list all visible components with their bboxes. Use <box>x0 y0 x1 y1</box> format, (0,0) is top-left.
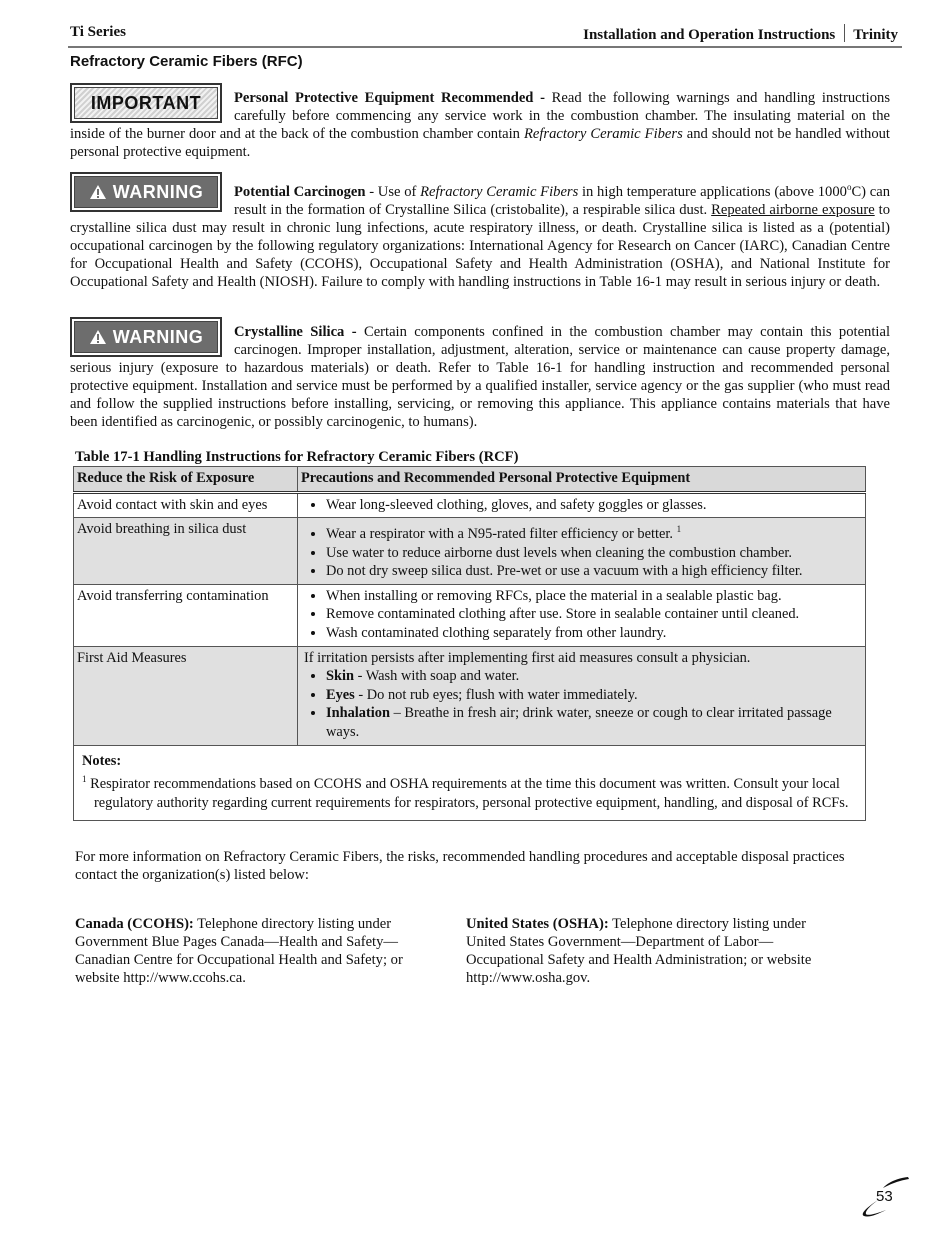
eyes-label: Eyes <box>326 686 355 703</box>
important-emphasis: Refractory Ceramic Fibers <box>523 126 683 142</box>
row-label-skin-eyes: Avoid contact with skin and eyes <box>74 492 298 518</box>
list-item: • Wear long-sleeved clothing, gloves, and safety goggles or glasses. <box>326 496 859 515</box>
notes-title: Notes: <box>82 752 122 769</box>
table-notes <box>74 745 866 821</box>
warning1-text-1: - Use of <box>365 183 421 200</box>
skin-label: Skin <box>326 668 355 685</box>
list-item: • Use water to reduce airborne dust levels when cleaning the combustion chamber. <box>326 544 859 563</box>
inhalation-label: Inhalation <box>326 705 390 722</box>
warning-triangle-icon <box>89 329 107 345</box>
warning-badge-2 <box>70 317 222 357</box>
canada-text: Telephone directory listing under Government Blue Pages Canada—Health and Safety—Canadian Centre for Occupational Health and Safety; or website http://www.ccohs.ca. <box>75 916 403 986</box>
warning-silica-paragraph <box>70 323 890 431</box>
first-aid-intro: If irritation persists after implementing first aid measures consult a physician. <box>304 649 751 666</box>
warning-badge-1-text: WARNING <box>112 182 204 202</box>
header-separator <box>844 24 845 42</box>
row-precautions-first-aid <box>298 646 866 745</box>
more-info-paragraph: For more information on Refractory Ceramic Fibers, the risks, recommended handling procedures and acceptable disposal practices contact the organization(s) listed below: <box>75 849 845 883</box>
footnote <box>82 770 857 812</box>
list-item <box>326 520 859 543</box>
eyes-text: - Do not rub eyes; flush with water immediately. <box>354 686 638 703</box>
usa-contact <box>466 915 836 987</box>
inhalation-text: – Breathe in fresh air; drink water, sneeze or cough to clear irritated passage ways. <box>326 705 832 740</box>
list-item: • Do not dry sweep silica dust. Pre-wet or use a vacuum with a high efficiency filter. <box>326 562 859 581</box>
list-item <box>326 686 859 705</box>
list-item: • Wash contaminated clothing separately from other laundry. <box>326 624 859 643</box>
row-label-contamination: Avoid transferring contamination <box>74 584 298 646</box>
usa-label: United States (OSHA): <box>466 916 609 932</box>
warning1-lead: Potential Carcinogen <box>234 183 366 200</box>
important-paragraph <box>70 89 890 161</box>
row-label-first-aid: First Aid Measures <box>74 646 298 745</box>
table-header-precautions: Precautions and Recommended Personal Protective Equipment <box>298 467 866 493</box>
warning-badge-2-label <box>74 321 218 353</box>
warning-badge-2-text: WARNING <box>112 327 204 347</box>
row-label-breathing: Avoid breathing in silica dust <box>74 518 298 585</box>
table-header-row <box>74 467 866 493</box>
header-brand: Trinity <box>853 27 898 43</box>
warning1-text-2: in high temperature applications (above 1000 <box>578 183 847 200</box>
footnote-marker: 1 <box>82 774 87 785</box>
footnote-ref: 1 <box>676 524 682 535</box>
important-text-2: and should not be handled without personal protective equipment. <box>70 126 890 160</box>
warning1-degree-sup: o <box>846 182 852 192</box>
row-precautions-breathing <box>298 518 866 585</box>
warning1-underlined: Repeated airborne exposure <box>711 201 875 218</box>
list-item <box>326 667 859 686</box>
table-row <box>74 646 866 745</box>
table-header-risk: Reduce the Risk of Exposure <box>74 467 298 493</box>
page-number: 53 <box>876 1188 893 1205</box>
warning1-text-4: to crystalline silica dust may result in chronic lung infections, acute respiratory illness, or death. Crystalline silica is listed as a (potential) occupational carcinogen by the following regulatory organizations: International Agency for Research on Cancer (IARC), Canadian Centre for Occupational Health and Safety (CCOHS), Occupational Safety and Health Administration (OSHA), and National Institute for Occupational Safety and Health (NIOSH). Failure to comply with handling instructions in Table 16-1 may result in serious injury or death. <box>70 201 891 290</box>
canada-label: Canada (CCOHS): <box>75 916 194 932</box>
important-badge <box>70 83 222 123</box>
section-title: Refractory Ceramic Fibers (RFC) <box>70 53 303 70</box>
respirator-text: Wear a respirator with a N95-rated filter efficiency or better. <box>326 525 673 542</box>
warning2-lead: Crystalline Silica - <box>234 324 357 340</box>
table-caption: Table 17-1 Handling Instructions for Refractory Ceramic Fibers (RCF) <box>75 449 519 465</box>
important-text-1: Read the following warnings and handling instructions carefully before commencing any service work in the combustion chamber. The insulating material on the inside of the burner door and at the back of the combustion chamber contain <box>70 90 890 142</box>
table-notes-row <box>74 745 866 821</box>
usa-text: Telephone directory listing under United States Government—Department of Labor—Occupational Safety and Health Administration; or website http://www.osha.gov. <box>466 916 812 986</box>
list-item: • Remove contaminated clothing after use. Store in sealable container until cleaned. <box>326 605 859 624</box>
warning1-emphasis: Refractory Ceramic Fibers <box>420 183 579 200</box>
warning-triangle-icon <box>89 184 107 200</box>
header-doc-title: Installation and Operation Instructions <box>583 27 836 43</box>
important-badge-label: IMPORTANT <box>74 87 218 119</box>
running-header-series: Ti Series <box>70 24 126 40</box>
header-rule <box>68 46 902 48</box>
warning-badge-1-label <box>74 176 218 208</box>
table-row <box>74 584 866 646</box>
row-precautions-contamination <box>298 584 866 646</box>
list-item <box>326 704 859 741</box>
table-row <box>74 492 866 518</box>
warning1-text-3: C) can result in the formation of Crystalline Silica (cristobalite), a respirable silica dust. <box>234 183 890 218</box>
table-row <box>74 518 866 585</box>
warning2-text-1: Certain components confined in the combustion chamber may contain this potential carcinogen. Improper installation, adjustment, alteration, service or maintenance can cause property damage, serious injury (exposure to hazardous materials) or death. Refer to Table 16-1 for handling instruction and recommended personal protective equipment. Installation and service must be performed by a qualified installer, service agency or the gas supplier (who must read and follow the supplied instructions before installing, servicing, or removing this appliance. This appliance contains materials that have been identified as carcinogenic, or possibly carcinogenic, to humans). <box>70 324 890 430</box>
warning-badge-1 <box>70 172 222 212</box>
handling-instructions-table <box>73 466 866 821</box>
skin-text: - Wash with soap and water. <box>354 668 520 685</box>
running-header-title <box>583 24 898 44</box>
footnote-text: Respirator recommendations based on CCOHS and OSHA requirements at the time this document was written. Consult your local regulatory authority regarding current requirements for respirators, personal protective equipment, handling, and disposal of RCFs. <box>86 775 849 811</box>
canada-contact <box>75 915 445 987</box>
warning-carcinogen-paragraph <box>70 178 890 291</box>
row-precautions-skin-eyes <box>298 492 866 518</box>
list-item: • When installing or removing RFCs, place the material in a sealable plastic bag. <box>326 587 859 606</box>
important-lead: Personal Protective Equipment Recommended - <box>234 90 545 106</box>
